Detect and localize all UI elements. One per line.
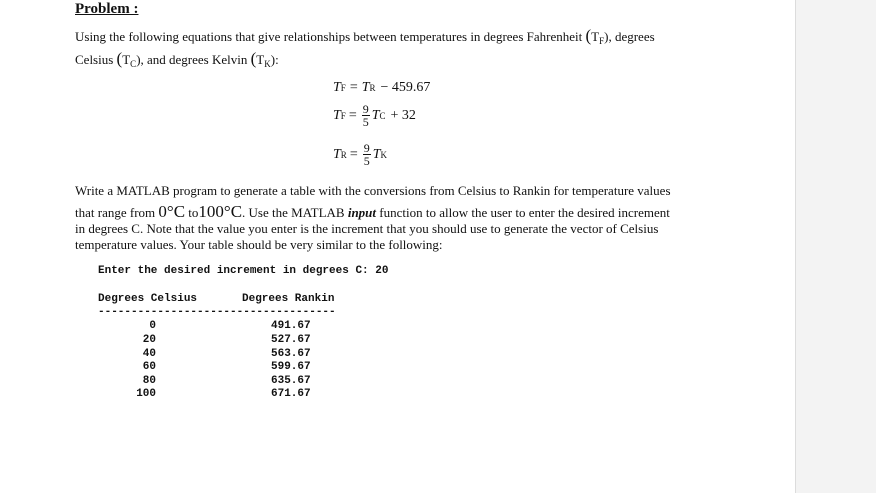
column-header-rankin: Degrees Rankin	[242, 293, 335, 305]
task-line-1: Write a MATLAB program to generate a table with the conversions from Celsius to Rankin for temperature values	[75, 183, 671, 198]
symbol-tk-sub: K	[264, 59, 271, 69]
range-start: 0°C	[158, 202, 186, 221]
fraction-nine-fifths: $\frac{9}{5}$	[362, 102, 369, 129]
intro-text-1-end: ), degrees	[604, 29, 655, 44]
symbol-tf: T	[591, 29, 600, 44]
viewer-margin	[795, 0, 876, 493]
symbol-tf-sub: F	[599, 36, 605, 46]
table-row-rankin: 491.67	[271, 320, 311, 332]
equation-rankine-kelvin: T R = $\frac{9}{5}$ T K	[333, 141, 388, 168]
table-row-celsius: 80	[142, 375, 156, 387]
equation-fahrenheit-rankine: T F = T R − 459.67	[333, 80, 431, 95]
table-row-celsius: 20	[142, 334, 156, 346]
table-row-rankin: 527.67	[271, 334, 311, 346]
console-prompt: Enter the desired increment in degrees C: 20	[98, 265, 389, 277]
table-row-rankin: 635.67	[271, 375, 311, 387]
table-row-celsius: 0	[149, 320, 156, 332]
intro-line-2: Celsius $(T_C)$, and degrees Kelvin $(T_K)$:	[75, 49, 279, 69]
table-row-celsius: 60	[142, 361, 156, 373]
intro-text-2: Celsius	[75, 52, 114, 67]
table-row-rankin: 599.67	[271, 361, 311, 373]
intro-line-1: Using the following equations that give relationships between temperatures in degrees Fahrenheit $(T_F)$, degrees	[75, 26, 655, 46]
task-line-4: temperature values. Your table should be very similar to the following:	[75, 237, 443, 252]
intro-text-2-mid: ), and degrees Kelvin	[136, 52, 248, 67]
column-header-celsius: Degrees Celsius	[98, 293, 198, 305]
symbol-tk: T	[256, 52, 265, 67]
symbol-tc-sub: C	[130, 59, 137, 69]
task-line-2: that range from 0°C to100°C. Use the MATLAB input function to allow the user to enter the desired increment	[75, 202, 670, 221]
task-line-3: in degrees C. Note that the value you enter is the increment that you should use to generate the vector of Celsius	[75, 221, 659, 236]
problem-heading: Problem :	[75, 1, 139, 17]
table-rule: ------------------------------------	[98, 306, 336, 318]
range-end: 100°C	[198, 202, 243, 221]
equation-fahrenheit-celsius: T F = $\frac{9}{5}$ T C + 32	[333, 102, 416, 129]
table-row-celsius: 100	[136, 388, 156, 400]
table-row-rankin: 563.67	[271, 348, 311, 360]
input-keyword: input	[347, 205, 377, 220]
intro-text-2-end: ):	[270, 52, 279, 67]
intro-text-1: Using the following equations that give relationships between temperatures in degrees Fahrenheit	[75, 29, 583, 44]
table-row-celsius: 40	[142, 348, 156, 360]
symbol-tc: T	[122, 52, 131, 67]
table-row-rankin: 671.67	[271, 388, 311, 400]
fraction-nine-fifths-2: $\frac{9}{5}$	[363, 141, 370, 168]
